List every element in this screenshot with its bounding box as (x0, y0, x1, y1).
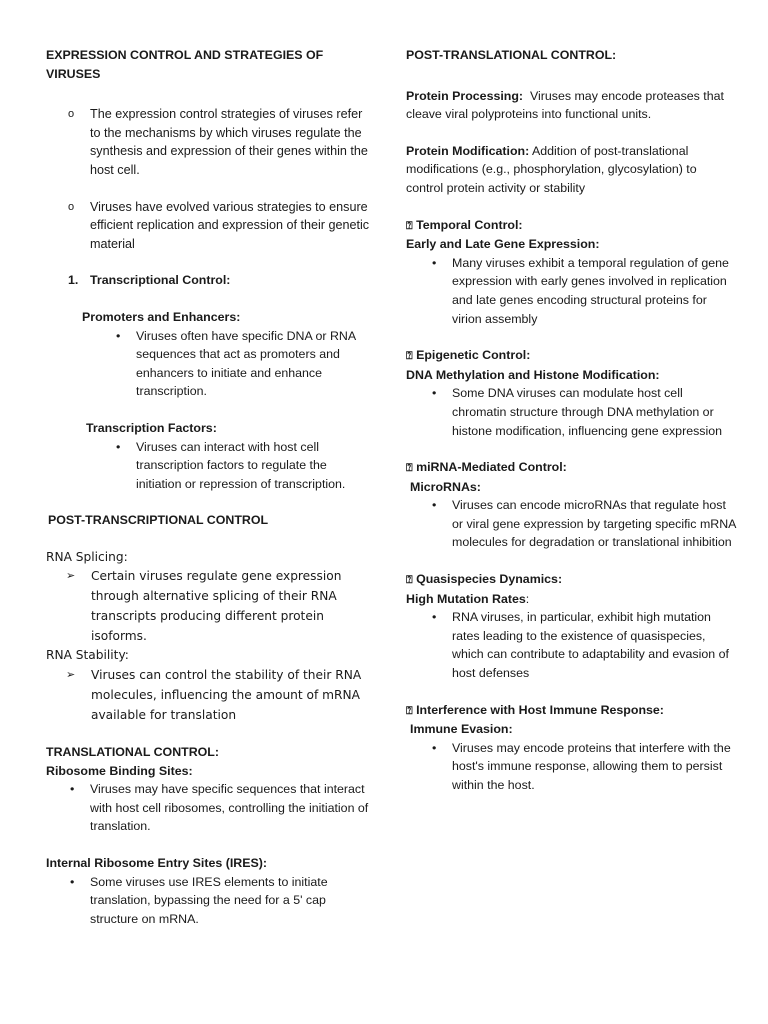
translational-heading: TRANSLATIONAL CONTROL: (46, 745, 219, 760)
missing-glyph-icon: ⍰ (406, 461, 413, 475)
missing-glyph-icon: ⍰ (406, 349, 413, 363)
dot-bullet-icon: • (116, 328, 121, 343)
ribosome-binding-heading: Ribosome Binding Sites: (46, 763, 193, 778)
arrow-bullet-icon: ➢ (66, 569, 76, 583)
promoters-bullet: • Viruses often have specific DNA or RNA sequences that act as promoters and enhancers to initiate and enhance transcription. (116, 328, 356, 399)
intro-bullet-2: o Viruses have evolved various strategies to ensure efficient replication and expression of their genetic material (68, 199, 370, 251)
epigenetic-bullet: • Some DNA viruses can modulate host cell chromatin structure through DNA methylation or histone modification, influencing gene expression (432, 386, 723, 438)
dot-bullet-icon: • (432, 740, 437, 755)
protein-modification-paragraph: Protein Modification: Addition of post-translational modifications (e.g., phosphorylation, glycosylation) to control protein activity or stability (406, 143, 697, 195)
immune-interference-heading: ⍰ Interference with Host Immune Response: (406, 702, 664, 717)
mirna-subheading: MicroRNAs: (410, 479, 481, 494)
ires-heading: Internal Ribosome Entry Sites (IRES): (46, 856, 268, 871)
mirna-control-heading: ⍰ miRNA-Mediated Control: (406, 460, 567, 475)
missing-glyph-icon: ⍰ (406, 218, 413, 232)
promoters-heading: Promoters and Enhancers: (82, 309, 241, 324)
rna-stability-bullet: ➢ Viruses can control the stability of their RNA molecules, influencing the amount of mRNA available for translation (46, 665, 372, 725)
post-translational-heading: POST-TRANSLATIONAL CONTROL: (406, 48, 617, 62)
immune-subheading: Immune Evasion: (410, 722, 513, 737)
missing-glyph-icon: ⍰ (406, 703, 413, 717)
temporal-bullet: • Many viruses exhibit a temporal regulation of gene expression with early genes involved in replication and late genes encoding structural proteins for virion assembly (432, 255, 729, 326)
quasispecies-bullet: • RNA viruses, in particular, exhibit high mutation rates leading to the existence of quasispecies, which can contribute to adaptability and evasion of host defenses (432, 610, 729, 681)
immune-bullet: • Viruses may encode proteins that interfere with the host's immune response, allowing them to persist within the host. (432, 740, 731, 792)
document-title: EXPRESSION CONTROL AND STRATEGIES OF VIRUSES (46, 48, 324, 81)
dot-bullet-icon: • (432, 498, 437, 513)
ribosome-binding-bullet: • Viruses may have specific sequences that interact with host cell ribosomes, controlling the initiation of translation. (70, 782, 369, 834)
ires-bullet: • Some viruses use IRES elements to initiate translation, bypassing the need for a 5' cap structure on mRNA. (70, 874, 328, 926)
quasispecies-subheading: High Mutation Rates: (406, 591, 530, 606)
rna-splicing-heading: RNA Splicing: (46, 549, 128, 564)
intro-bullet-1: o The expression control strategies of viruses refer to the mechanisms by which viruses regulate the synthesis and expression of their genes within the host cell. (68, 107, 368, 177)
epigenetic-subheading: DNA Methylation and Histone Modification: (406, 367, 660, 382)
transcription-factors-bullet: • Viruses can interact with host cell transcription factors to regulate the initiation or repression of transcription. (116, 439, 346, 491)
dot-bullet-icon: • (432, 255, 437, 270)
arrow-bullet-icon: ➢ (66, 668, 76, 682)
rna-stability-heading: RNA Stability: (46, 648, 129, 663)
post-transcriptional-heading: POST-TRANSCRIPTIONAL CONTROL (48, 513, 269, 528)
quasispecies-heading: ⍰ Quasispecies Dynamics: (406, 572, 563, 587)
temporal-control-heading: ⍰ Temporal Control: (406, 217, 523, 232)
dot-bullet-icon: • (70, 782, 75, 797)
circle-bullet-icon: o (68, 200, 75, 213)
dot-bullet-icon: • (116, 439, 121, 454)
rna-splicing-bullet: ➢ Certain viruses regulate gene expression through alternative splicing of their RNA transcripts producing different protein isoforms. (46, 566, 372, 646)
right-column (406, 46, 736, 795)
mirna-bullet: • Viruses can encode microRNAs that regulate host or viral gene expression by targeting specific mRNA molecules for degradation or translational inhibition (432, 498, 736, 550)
epigenetic-control-heading: ⍰ Epigenetic Control: (406, 348, 531, 363)
protein-processing-paragraph: Protein Processing: Viruses may encode proteases that cleave viral polyproteins into functional units. (406, 88, 724, 122)
section-number: 1. (68, 273, 79, 288)
dot-bullet-icon: • (70, 874, 75, 889)
dot-bullet-icon: • (432, 610, 437, 625)
left-column (46, 46, 372, 928)
dot-bullet-icon: • (432, 386, 437, 401)
missing-glyph-icon: ⍰ (406, 573, 413, 587)
section-transcriptional-heading: 1. Transcriptional Control: (46, 271, 372, 290)
transcription-factors-heading: Transcription Factors: (86, 420, 217, 435)
circle-bullet-icon: o (68, 108, 75, 121)
temporal-subheading: Early and Late Gene Expression: (406, 237, 600, 252)
